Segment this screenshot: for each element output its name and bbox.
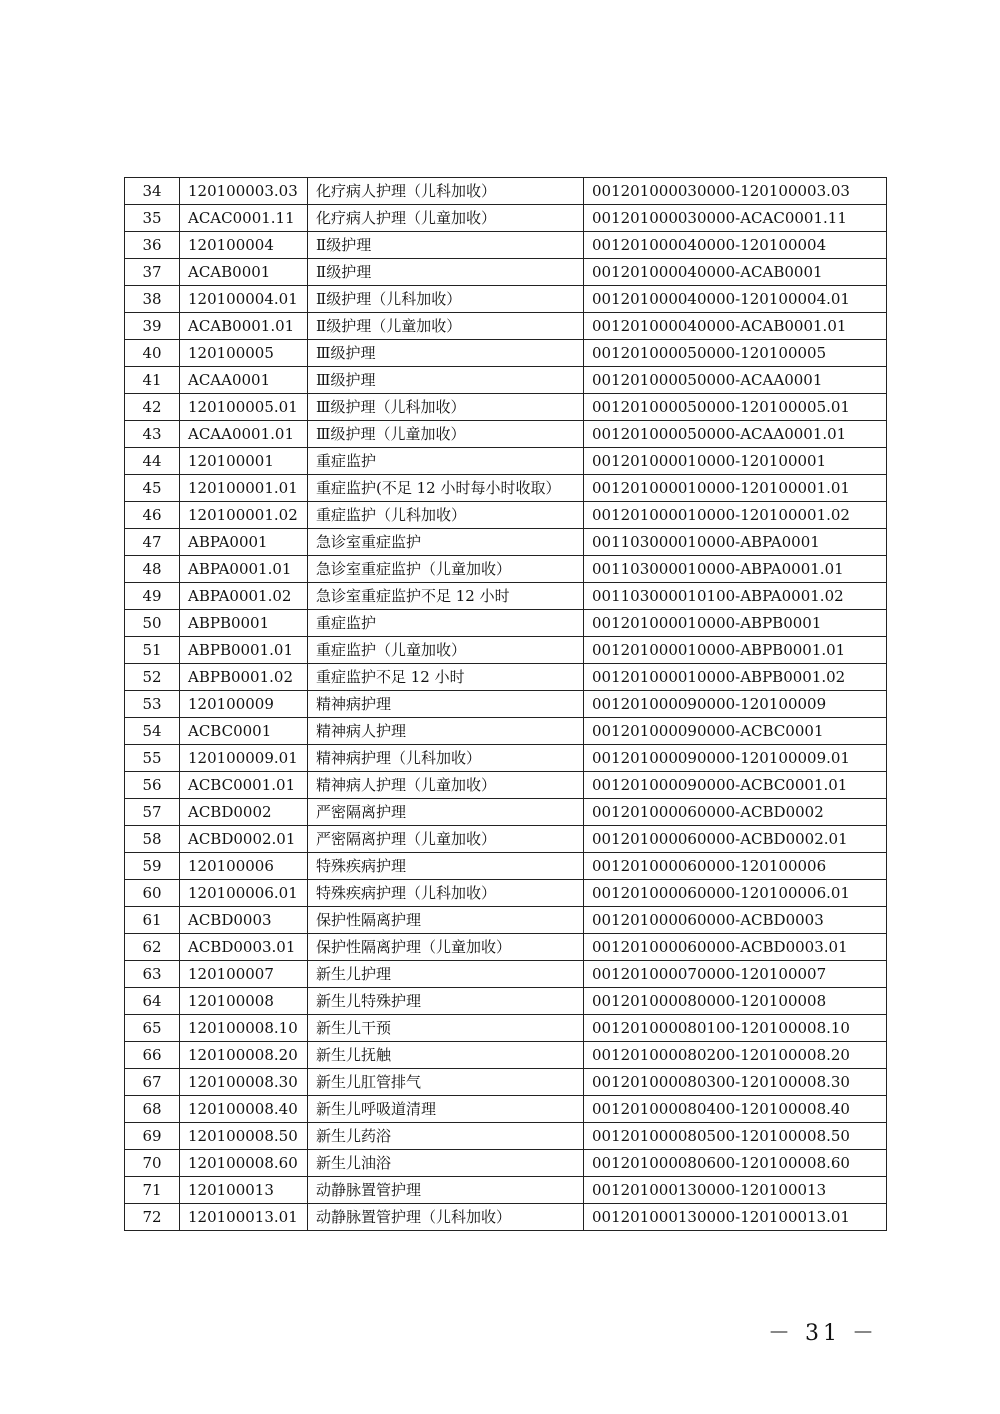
cell-row-number: 48: [125, 556, 180, 583]
cell-item-code: ACBC0001: [180, 718, 308, 745]
table-row: [125, 367, 887, 394]
table-row: [125, 529, 887, 556]
cell-item-name: 重症监护不足 12 小时: [308, 664, 584, 691]
cell-item-code: 120100013.01: [180, 1204, 308, 1231]
cell-item-code: 120100008.20: [180, 1042, 308, 1069]
cell-row-number: 40: [125, 340, 180, 367]
cell-item-code: ACAA0001.01: [180, 421, 308, 448]
cell-mapping-code: 001201000060000-120100006: [584, 853, 887, 880]
cell-row-number: 50: [125, 610, 180, 637]
cell-mapping-code: 001201000030000-ACAC0001.11: [584, 205, 887, 232]
cell-item-code: ACBD0002.01: [180, 826, 308, 853]
cell-item-name: 精神病护理（儿科加收）: [308, 745, 584, 772]
cell-item-name: 动静脉置管护理（儿科加收）: [308, 1204, 584, 1231]
cell-item-name: 急诊室重症监护: [308, 529, 584, 556]
table-row: [125, 313, 887, 340]
cell-item-name: Ⅲ级护理: [308, 367, 584, 394]
cell-mapping-code: 001201000130000-120100013: [584, 1177, 887, 1204]
cell-row-number: 52: [125, 664, 180, 691]
table-row: [125, 718, 887, 745]
cell-item-code: 120100001: [180, 448, 308, 475]
cell-item-name: Ⅱ级护理: [308, 259, 584, 286]
cell-mapping-code: 001201000050000-120100005.01: [584, 394, 887, 421]
cell-item-name: 重症监护（儿科加收）: [308, 502, 584, 529]
cell-item-name: 精神病人护理: [308, 718, 584, 745]
cell-item-name: 精神病护理: [308, 691, 584, 718]
cell-item-code: ABPB0001.01: [180, 637, 308, 664]
cell-item-name: 特殊疾病护理（儿科加收）: [308, 880, 584, 907]
cell-item-name: 新生儿干预: [308, 1015, 584, 1042]
cell-row-number: 64: [125, 988, 180, 1015]
cell-row-number: 44: [125, 448, 180, 475]
cell-mapping-code: 001201000080100-120100008.10: [584, 1015, 887, 1042]
cell-mapping-code: 001201000080400-120100008.40: [584, 1096, 887, 1123]
cell-row-number: 51: [125, 637, 180, 664]
cell-item-code: 120100008.30: [180, 1069, 308, 1096]
cell-row-number: 65: [125, 1015, 180, 1042]
table-row: [125, 961, 887, 988]
cell-item-name: 特殊疾病护理: [308, 853, 584, 880]
cell-row-number: 37: [125, 259, 180, 286]
cell-row-number: 34: [125, 178, 180, 205]
cell-item-code: ACBD0002: [180, 799, 308, 826]
cell-item-code: 120100004.01: [180, 286, 308, 313]
cell-mapping-code: 001201000130000-120100013.01: [584, 1204, 887, 1231]
cell-mapping-code: 001201000060000-120100006.01: [584, 880, 887, 907]
cell-row-number: 46: [125, 502, 180, 529]
table-row: [125, 1204, 887, 1231]
cell-row-number: 43: [125, 421, 180, 448]
cell-row-number: 42: [125, 394, 180, 421]
cell-item-code: 120100004: [180, 232, 308, 259]
cell-item-name: 化疗病人护理（儿科加收）: [308, 178, 584, 205]
table-row: [125, 1069, 887, 1096]
table-row: [125, 421, 887, 448]
cell-row-number: 54: [125, 718, 180, 745]
table-row: [125, 286, 887, 313]
cell-item-code: ACBC0001.01: [180, 772, 308, 799]
cell-row-number: 66: [125, 1042, 180, 1069]
cell-item-code: 120100006.01: [180, 880, 308, 907]
table-row: [125, 1150, 887, 1177]
table-row: [125, 880, 887, 907]
cell-mapping-code: 001201000010000-ABPB0001.01: [584, 637, 887, 664]
table-row: [125, 610, 887, 637]
cell-row-number: 49: [125, 583, 180, 610]
cell-mapping-code: 001201000090000-120100009.01: [584, 745, 887, 772]
cell-item-code: 120100005.01: [180, 394, 308, 421]
cell-row-number: 35: [125, 205, 180, 232]
cell-item-name: 急诊室重症监护（儿童加收）: [308, 556, 584, 583]
cell-item-code: 120100007: [180, 961, 308, 988]
table-body: [125, 178, 887, 1231]
cell-mapping-code: 001103000010000-ABPA0001.01: [584, 556, 887, 583]
cell-mapping-code: 001201000060000-ACBD0003: [584, 907, 887, 934]
cell-mapping-code: 001201000080600-120100008.60: [584, 1150, 887, 1177]
cell-mapping-code: 001201000040000-120100004: [584, 232, 887, 259]
cell-row-number: 68: [125, 1096, 180, 1123]
cell-item-code: ABPA0001: [180, 529, 308, 556]
cell-mapping-code: 001201000060000-ACBD0002: [584, 799, 887, 826]
table-row: [125, 637, 887, 664]
cell-item-code: ABPA0001.01: [180, 556, 308, 583]
cell-row-number: 56: [125, 772, 180, 799]
cell-item-name: 保护性隔离护理（儿童加收）: [308, 934, 584, 961]
cell-item-code: ACAB0001: [180, 259, 308, 286]
data-table: [124, 177, 887, 1231]
table-row: [125, 1015, 887, 1042]
cell-row-number: 67: [125, 1069, 180, 1096]
table-row: [125, 826, 887, 853]
cell-row-number: 47: [125, 529, 180, 556]
cell-item-code: 120100008.50: [180, 1123, 308, 1150]
cell-item-name: 重症监护(不足 12 小时每小时收取）: [308, 475, 584, 502]
cell-item-name: Ⅱ级护理: [308, 232, 584, 259]
table-row: [125, 475, 887, 502]
cell-row-number: 62: [125, 934, 180, 961]
table-row: [125, 583, 887, 610]
cell-item-code: ACBD0003: [180, 907, 308, 934]
cell-mapping-code: 001201000010000-ABPB0001: [584, 610, 887, 637]
cell-item-name: 新生儿抚触: [308, 1042, 584, 1069]
cell-mapping-code: 001201000030000-120100003.03: [584, 178, 887, 205]
cell-item-code: ACAB0001.01: [180, 313, 308, 340]
table-row: [125, 556, 887, 583]
cell-item-name: 精神病人护理（儿童加收）: [308, 772, 584, 799]
cell-row-number: 63: [125, 961, 180, 988]
cell-item-name: Ⅲ级护理: [308, 340, 584, 367]
cell-mapping-code: 001201000050000-120100005: [584, 340, 887, 367]
cell-item-name: 严密隔离护理（儿童加收）: [308, 826, 584, 853]
cell-item-name: 新生儿肛管排气: [308, 1069, 584, 1096]
cell-mapping-code: 001103000010100-ABPA0001.02: [584, 583, 887, 610]
cell-item-name: 新生儿特殊护理: [308, 988, 584, 1015]
cell-mapping-code: 001201000010000-ABPB0001.02: [584, 664, 887, 691]
cell-row-number: 60: [125, 880, 180, 907]
cell-item-code: 120100008: [180, 988, 308, 1015]
cell-row-number: 72: [125, 1204, 180, 1231]
cell-row-number: 71: [125, 1177, 180, 1204]
table-row: [125, 745, 887, 772]
page-number: － 31 －: [768, 1321, 878, 1346]
cell-mapping-code: 001201000010000-120100001.02: [584, 502, 887, 529]
cell-row-number: 45: [125, 475, 180, 502]
cell-item-name: 重症监护（儿童加收）: [308, 637, 584, 664]
table-row: [125, 178, 887, 205]
cell-mapping-code: 001201000010000-120100001.01: [584, 475, 887, 502]
cell-item-code: 120100005: [180, 340, 308, 367]
cell-row-number: 59: [125, 853, 180, 880]
cell-mapping-code: 001201000090000-120100009: [584, 691, 887, 718]
cell-item-code: ABPB0001.02: [180, 664, 308, 691]
table-row: [125, 934, 887, 961]
cell-item-name: 重症监护: [308, 610, 584, 637]
table-row: [125, 691, 887, 718]
cell-item-code: 120100006: [180, 853, 308, 880]
cell-item-name: 新生儿呼吸道清理: [308, 1096, 584, 1123]
cell-item-name: 保护性隔离护理: [308, 907, 584, 934]
cell-row-number: 69: [125, 1123, 180, 1150]
cell-item-name: Ⅱ级护理（儿科加收）: [308, 286, 584, 313]
table-row: [125, 1096, 887, 1123]
cell-item-code: 120100009.01: [180, 745, 308, 772]
cell-item-name: 动静脉置管护理: [308, 1177, 584, 1204]
table-row: [125, 205, 887, 232]
cell-mapping-code: 001201000040000-ACAB0001: [584, 259, 887, 286]
cell-item-code: 120100001.01: [180, 475, 308, 502]
table-row: [125, 1123, 887, 1150]
table-row: [125, 1177, 887, 1204]
cell-item-code: 120100008.40: [180, 1096, 308, 1123]
cell-row-number: 57: [125, 799, 180, 826]
table-row: [125, 907, 887, 934]
table-row: [125, 394, 887, 421]
cell-mapping-code: 001201000070000-120100007: [584, 961, 887, 988]
cell-item-code: ABPB0001: [180, 610, 308, 637]
table-row: [125, 664, 887, 691]
cell-item-name: 新生儿油浴: [308, 1150, 584, 1177]
table-row: [125, 988, 887, 1015]
cell-mapping-code: 001201000090000-ACBC0001.01: [584, 772, 887, 799]
cell-mapping-code: 001201000080500-120100008.50: [584, 1123, 887, 1150]
cell-item-code: ACBD0003.01: [180, 934, 308, 961]
cell-item-name: 重症监护: [308, 448, 584, 475]
table-row: [125, 340, 887, 367]
cell-item-code: 120100001.02: [180, 502, 308, 529]
cell-item-code: 120100003.03: [180, 178, 308, 205]
cell-item-name: 严密隔离护理: [308, 799, 584, 826]
cell-row-number: 58: [125, 826, 180, 853]
cell-item-code: 120100008.60: [180, 1150, 308, 1177]
cell-item-name: Ⅲ级护理（儿科加收）: [308, 394, 584, 421]
cell-item-code: 120100009: [180, 691, 308, 718]
table-row: [125, 448, 887, 475]
cell-mapping-code: 001201000040000-120100004.01: [584, 286, 887, 313]
cell-row-number: 36: [125, 232, 180, 259]
cell-mapping-code: 001201000080300-120100008.30: [584, 1069, 887, 1096]
table-row: [125, 259, 887, 286]
cell-item-code: ABPA0001.02: [180, 583, 308, 610]
cell-mapping-code: 001201000080200-120100008.20: [584, 1042, 887, 1069]
cell-row-number: 61: [125, 907, 180, 934]
cell-mapping-code: 001201000050000-ACAA0001.01: [584, 421, 887, 448]
cell-row-number: 70: [125, 1150, 180, 1177]
cell-mapping-code: 001201000090000-ACBC0001: [584, 718, 887, 745]
cell-item-name: 急诊室重症监护不足 12 小时: [308, 583, 584, 610]
cell-row-number: 41: [125, 367, 180, 394]
table-row: [125, 772, 887, 799]
cell-mapping-code: 001103000010000-ABPA0001: [584, 529, 887, 556]
cell-mapping-code: 001201000040000-ACAB0001.01: [584, 313, 887, 340]
cell-row-number: 55: [125, 745, 180, 772]
cell-mapping-code: 001201000060000-ACBD0003.01: [584, 934, 887, 961]
cell-item-name: 化疗病人护理（儿童加收）: [308, 205, 584, 232]
table-row: [125, 799, 887, 826]
cell-item-code: 120100013: [180, 1177, 308, 1204]
cell-mapping-code: 001201000050000-ACAA0001: [584, 367, 887, 394]
table-row: [125, 1042, 887, 1069]
cell-item-code: 120100008.10: [180, 1015, 308, 1042]
cell-item-code: ACAC0001.11: [180, 205, 308, 232]
table-row: [125, 853, 887, 880]
table-row: [125, 502, 887, 529]
table-row: [125, 232, 887, 259]
cell-item-name: 新生儿护理: [308, 961, 584, 988]
cell-mapping-code: 001201000060000-ACBD0002.01: [584, 826, 887, 853]
cell-item-name: Ⅱ级护理（儿童加收）: [308, 313, 584, 340]
cell-row-number: 38: [125, 286, 180, 313]
cell-mapping-code: 001201000010000-120100001: [584, 448, 887, 475]
cell-row-number: 39: [125, 313, 180, 340]
cell-item-code: ACAA0001: [180, 367, 308, 394]
cell-item-name: 新生儿药浴: [308, 1123, 584, 1150]
cell-mapping-code: 001201000080000-120100008: [584, 988, 887, 1015]
cell-row-number: 53: [125, 691, 180, 718]
cell-item-name: Ⅲ级护理（儿童加收）: [308, 421, 584, 448]
